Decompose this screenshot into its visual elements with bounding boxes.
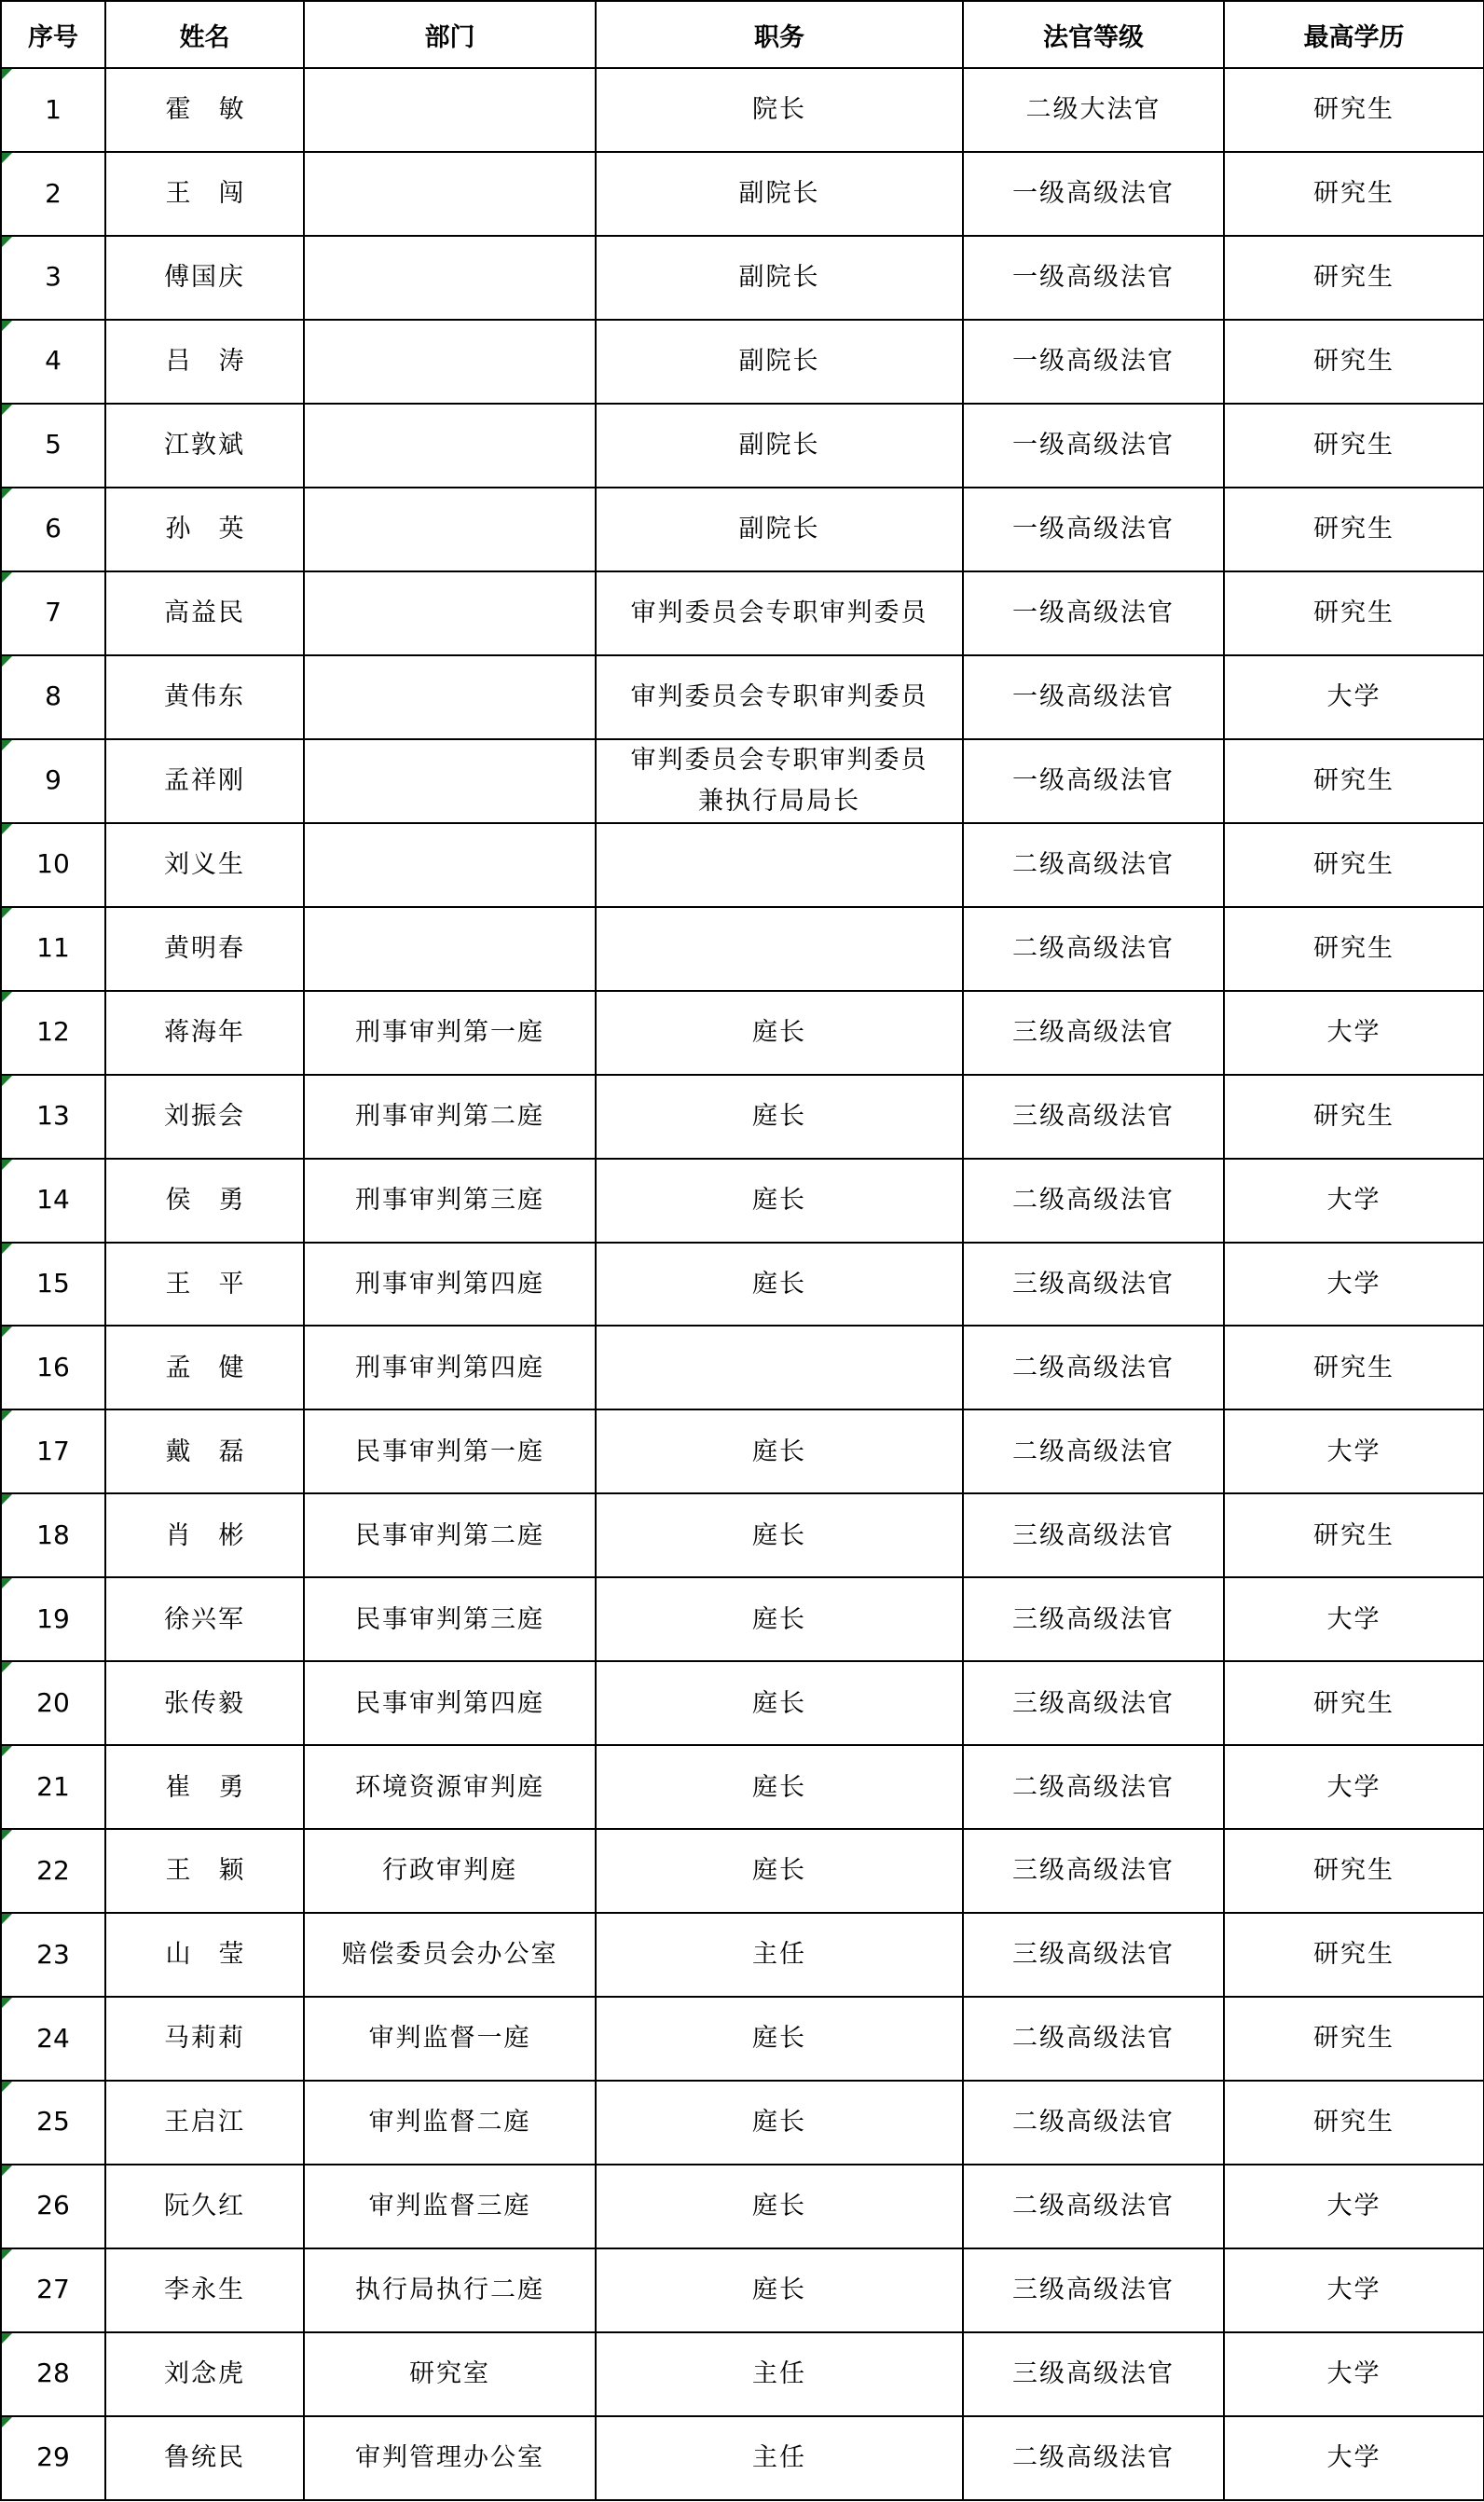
cell-position xyxy=(596,2081,963,2165)
cell-position xyxy=(596,320,963,404)
cell-index: 4 xyxy=(1,320,105,404)
cell-name: 刘义生 xyxy=(105,823,304,907)
cell-index: 9 xyxy=(1,739,105,823)
cell-index: 24 xyxy=(1,1997,105,2081)
cell-judge-grade: 一级高级法官 xyxy=(963,236,1224,320)
cell-department: 民事审判第二庭 xyxy=(304,1493,596,1577)
cell-index: 28 xyxy=(1,2332,105,2416)
cell-department xyxy=(304,236,596,320)
cell-index: 20 xyxy=(1,1661,105,1745)
cell-judge-grade: 二级高级法官 xyxy=(963,1326,1224,1409)
cell-position xyxy=(596,2416,963,2500)
cell-department: 环境资源审判庭 xyxy=(304,1745,596,1829)
table-row xyxy=(1,1745,1484,1829)
cell-judge-grade: 二级大法官 xyxy=(963,68,1224,152)
cell-position xyxy=(596,1577,963,1661)
cell-position xyxy=(596,1493,963,1577)
cell-position xyxy=(596,1997,963,2081)
cell-department xyxy=(304,655,596,739)
cell-judge-grade: 三级高级法官 xyxy=(963,1829,1224,1913)
cell-index: 8 xyxy=(1,655,105,739)
cell-judge-grade: 二级高级法官 xyxy=(963,1409,1224,1493)
cell-department: 民事审判第四庭 xyxy=(304,1661,596,1745)
cell-judge-grade: 一级高级法官 xyxy=(963,488,1224,571)
cell-judge-grade: 二级高级法官 xyxy=(963,2081,1224,2165)
cell-name: 马莉莉 xyxy=(105,1997,304,2081)
cell-education: 研究生 xyxy=(1224,152,1484,236)
cell-department: 赔偿委员会办公室 xyxy=(304,1913,596,1997)
cell-position xyxy=(596,1409,963,1493)
table-row xyxy=(1,1661,1484,1745)
table-row xyxy=(1,68,1484,152)
cell-name: 傅国庆 xyxy=(105,236,304,320)
cell-education: 大学 xyxy=(1224,655,1484,739)
position-line: 庭长 xyxy=(752,1688,806,1718)
table-row xyxy=(1,571,1484,655)
table-row xyxy=(1,2165,1484,2248)
table-row xyxy=(1,1577,1484,1661)
cell-index: 11 xyxy=(1,907,105,991)
cell-education: 研究生 xyxy=(1224,1075,1484,1159)
cell-judge-grade: 三级高级法官 xyxy=(963,991,1224,1075)
cell-position xyxy=(596,1661,963,1745)
cell-education: 研究生 xyxy=(1224,236,1484,320)
cell-department: 刑事审判第三庭 xyxy=(304,1159,596,1243)
cell-position xyxy=(596,2248,963,2332)
cell-judge-grade: 二级高级法官 xyxy=(963,907,1224,991)
cell-department: 审判管理办公室 xyxy=(304,2416,596,2500)
cell-index: 10 xyxy=(1,823,105,907)
cell-index: 3 xyxy=(1,236,105,320)
position-line: 庭长 xyxy=(752,1604,806,1634)
cell-position xyxy=(596,1075,963,1159)
cell-index: 16 xyxy=(1,1326,105,1409)
cell-department: 行政审判庭 xyxy=(304,1829,596,1913)
cell-judge-grade: 三级高级法官 xyxy=(963,1243,1224,1327)
cell-judge-grade: 三级高级法官 xyxy=(963,1493,1224,1577)
table-row xyxy=(1,152,1484,236)
cell-education: 大学 xyxy=(1224,1409,1484,1493)
header-position: 职务 xyxy=(596,1,963,68)
cell-department xyxy=(304,320,596,404)
table-row xyxy=(1,320,1484,404)
cell-education: 研究生 xyxy=(1224,1326,1484,1409)
cell-name: 阮久红 xyxy=(105,2165,304,2248)
position-line: 审判委员会专职审判委员 xyxy=(630,598,928,627)
table-row xyxy=(1,2081,1484,2165)
cell-education: 大学 xyxy=(1224,1577,1484,1661)
cell-education: 大学 xyxy=(1224,1745,1484,1829)
table-row xyxy=(1,655,1484,739)
table-row xyxy=(1,823,1484,907)
cell-position xyxy=(596,2165,963,2248)
cell-education: 大学 xyxy=(1224,1243,1484,1327)
cell-education: 大学 xyxy=(1224,1159,1484,1243)
cell-education: 大学 xyxy=(1224,2416,1484,2500)
cell-department xyxy=(304,823,596,907)
cell-education: 研究生 xyxy=(1224,404,1484,488)
cell-judge-grade: 三级高级法官 xyxy=(963,1577,1224,1661)
cell-name: 崔勇 xyxy=(105,1745,304,1829)
cell-index: 1 xyxy=(1,68,105,152)
cell-position xyxy=(596,991,963,1075)
cell-name: 黄伟东 xyxy=(105,655,304,739)
cell-education: 研究生 xyxy=(1224,571,1484,655)
cell-index: 6 xyxy=(1,488,105,571)
table-row xyxy=(1,991,1484,1075)
cell-position xyxy=(596,1829,963,1913)
cell-name: 刘念虎 xyxy=(105,2332,304,2416)
cell-position xyxy=(596,571,963,655)
position-line: 主任 xyxy=(752,2443,806,2473)
position-line: 庭长 xyxy=(752,1772,806,1802)
cell-judge-grade: 三级高级法官 xyxy=(963,1661,1224,1745)
cell-department xyxy=(304,907,596,991)
position-line: 主任 xyxy=(752,1940,806,1970)
cell-education: 大学 xyxy=(1224,2332,1484,2416)
cell-position xyxy=(596,1913,963,1997)
cell-name: 吕涛 xyxy=(105,320,304,404)
cell-index: 22 xyxy=(1,1829,105,1913)
cell-index: 15 xyxy=(1,1243,105,1327)
position-line: 庭长 xyxy=(752,1856,806,1886)
cell-name: 王颖 xyxy=(105,1829,304,1913)
table-row xyxy=(1,1997,1484,2081)
cell-department: 审判监督二庭 xyxy=(304,2081,596,2165)
table-row xyxy=(1,236,1484,320)
cell-name: 肖彬 xyxy=(105,1493,304,1577)
cell-index: 7 xyxy=(1,571,105,655)
header-name: 姓名 xyxy=(105,1,304,68)
cell-department: 刑事审判第四庭 xyxy=(304,1243,596,1327)
cell-education: 大学 xyxy=(1224,2248,1484,2332)
cell-index: 26 xyxy=(1,2165,105,2248)
cell-department: 审判监督三庭 xyxy=(304,2165,596,2248)
cell-position xyxy=(596,488,963,571)
cell-judge-grade: 三级高级法官 xyxy=(963,2332,1224,2416)
cell-index: 27 xyxy=(1,2248,105,2332)
table-row xyxy=(1,1326,1484,1409)
cell-name: 李永生 xyxy=(105,2248,304,2332)
table-row xyxy=(1,907,1484,991)
cell-name: 孟祥刚 xyxy=(105,739,304,823)
table-row xyxy=(1,2248,1484,2332)
cell-department: 刑事审判第二庭 xyxy=(304,1075,596,1159)
cell-judge-grade: 二级高级法官 xyxy=(963,1997,1224,2081)
cell-name: 王闯 xyxy=(105,152,304,236)
cell-name: 侯勇 xyxy=(105,1159,304,1243)
table-row xyxy=(1,1075,1484,1159)
cell-judge-grade: 一级高级法官 xyxy=(963,655,1224,739)
cell-judge-grade: 二级高级法官 xyxy=(963,1745,1224,1829)
cell-department: 民事审判第三庭 xyxy=(304,1577,596,1661)
cell-judge-grade: 一级高级法官 xyxy=(963,152,1224,236)
position-line: 审判委员会专职审判委员 xyxy=(630,746,928,776)
cell-index: 14 xyxy=(1,1159,105,1243)
cell-name: 王启江 xyxy=(105,2081,304,2165)
cell-name: 孟健 xyxy=(105,1326,304,1409)
cell-education: 研究生 xyxy=(1224,1997,1484,2081)
cell-name: 高益民 xyxy=(105,571,304,655)
cell-judge-grade: 二级高级法官 xyxy=(963,1159,1224,1243)
cell-name: 山莹 xyxy=(105,1913,304,1997)
cell-department xyxy=(304,152,596,236)
table-row xyxy=(1,1829,1484,1913)
cell-name: 徐兴军 xyxy=(105,1577,304,1661)
cell-education: 研究生 xyxy=(1224,823,1484,907)
cell-position xyxy=(596,404,963,488)
cell-education: 研究生 xyxy=(1224,1829,1484,1913)
position-line: 庭长 xyxy=(752,2024,806,2054)
position-line: 庭长 xyxy=(752,1018,806,1048)
table-row xyxy=(1,1913,1484,1997)
cell-name: 江敦斌 xyxy=(105,404,304,488)
header-education: 最高学历 xyxy=(1224,1,1484,68)
cell-position xyxy=(596,1159,963,1243)
table-row xyxy=(1,1243,1484,1327)
cell-department: 执行局执行二庭 xyxy=(304,2248,596,2332)
cell-department xyxy=(304,571,596,655)
position-line: 庭长 xyxy=(752,2192,806,2221)
cell-education: 大学 xyxy=(1224,2165,1484,2248)
position-line: 庭长 xyxy=(752,2108,806,2138)
cell-education: 研究生 xyxy=(1224,1661,1484,1745)
header-row xyxy=(1,1,1484,68)
cell-name: 刘振会 xyxy=(105,1075,304,1159)
cell-judge-grade: 三级高级法官 xyxy=(963,1075,1224,1159)
position-line: 审判委员会专职审判委员 xyxy=(630,681,928,711)
cell-education: 研究生 xyxy=(1224,1913,1484,1997)
header-department: 部门 xyxy=(304,1,596,68)
cell-position xyxy=(596,1243,963,1327)
cell-index: 25 xyxy=(1,2081,105,2165)
cell-education: 研究生 xyxy=(1224,320,1484,404)
cell-education: 研究生 xyxy=(1224,1493,1484,1577)
header-judge-grade: 法官等级 xyxy=(963,1,1224,68)
cell-judge-grade: 三级高级法官 xyxy=(963,1913,1224,1997)
cell-position xyxy=(596,739,963,823)
table-row xyxy=(1,2416,1484,2500)
header-index: 序号 xyxy=(1,1,105,68)
table-row xyxy=(1,404,1484,488)
cell-name: 蒋海年 xyxy=(105,991,304,1075)
cell-judge-grade: 一级高级法官 xyxy=(963,571,1224,655)
position-line: 副院长 xyxy=(738,515,820,544)
position-line: 主任 xyxy=(752,2359,806,2389)
cell-education: 研究生 xyxy=(1224,2081,1484,2165)
cell-name: 戴磊 xyxy=(105,1409,304,1493)
cell-position xyxy=(596,655,963,739)
position-line: 庭长 xyxy=(752,1185,806,1215)
cell-name: 王平 xyxy=(105,1243,304,1327)
cell-name: 黄明春 xyxy=(105,907,304,991)
position-line: 兼执行局局长 xyxy=(698,786,860,816)
position-line: 庭长 xyxy=(752,1102,806,1132)
position-line: 庭长 xyxy=(752,1437,806,1466)
cell-name: 孙英 xyxy=(105,488,304,571)
cell-department: 刑事审判第一庭 xyxy=(304,991,596,1075)
cell-department: 研究室 xyxy=(304,2332,596,2416)
cell-department xyxy=(304,404,596,488)
cell-education: 研究生 xyxy=(1224,907,1484,991)
cell-judge-grade: 一级高级法官 xyxy=(963,404,1224,488)
cell-position xyxy=(596,1326,963,1409)
cell-index: 23 xyxy=(1,1913,105,1997)
position-line: 庭长 xyxy=(752,1269,806,1299)
cell-department: 民事审判第一庭 xyxy=(304,1409,596,1493)
cell-position xyxy=(596,1745,963,1829)
cell-education: 研究生 xyxy=(1224,739,1484,823)
position-line: 副院长 xyxy=(738,179,820,209)
cell-department: 审判监督一庭 xyxy=(304,1997,596,2081)
cell-index: 13 xyxy=(1,1075,105,1159)
table-row xyxy=(1,2332,1484,2416)
cell-index: 2 xyxy=(1,152,105,236)
cell-index: 19 xyxy=(1,1577,105,1661)
position-line: 院长 xyxy=(752,95,806,125)
cell-position xyxy=(596,152,963,236)
cell-judge-grade: 三级高级法官 xyxy=(963,2248,1224,2332)
table-row xyxy=(1,1409,1484,1493)
cell-position xyxy=(596,823,963,907)
table-row xyxy=(1,1493,1484,1577)
cell-judge-grade: 二级高级法官 xyxy=(963,2165,1224,2248)
cell-name: 霍敏 xyxy=(105,68,304,152)
cell-index: 12 xyxy=(1,991,105,1075)
cell-index: 17 xyxy=(1,1409,105,1493)
cell-education: 研究生 xyxy=(1224,68,1484,152)
position-line: 庭长 xyxy=(752,1520,806,1550)
cell-department xyxy=(304,68,596,152)
cell-department: 刑事审判第四庭 xyxy=(304,1326,596,1409)
cell-position xyxy=(596,236,963,320)
cell-index: 29 xyxy=(1,2416,105,2500)
cell-index: 5 xyxy=(1,404,105,488)
cell-department xyxy=(304,739,596,823)
cell-judge-grade: 二级高级法官 xyxy=(963,2416,1224,2500)
table-row xyxy=(1,488,1484,571)
table-row xyxy=(1,1159,1484,1243)
cell-name: 张传毅 xyxy=(105,1661,304,1745)
cell-education: 研究生 xyxy=(1224,488,1484,571)
cell-position xyxy=(596,907,963,991)
cell-department xyxy=(304,488,596,571)
cell-name: 鲁统民 xyxy=(105,2416,304,2500)
position-line: 庭长 xyxy=(752,2275,806,2305)
cell-education: 大学 xyxy=(1224,991,1484,1075)
cell-position xyxy=(596,68,963,152)
cell-judge-grade: 一级高级法官 xyxy=(963,320,1224,404)
cell-position xyxy=(596,2332,963,2416)
position-line: 副院长 xyxy=(738,263,820,293)
cell-judge-grade: 一级高级法官 xyxy=(963,739,1224,823)
position-line: 副院长 xyxy=(738,431,820,461)
cell-judge-grade: 二级高级法官 xyxy=(963,823,1224,907)
table-row xyxy=(1,739,1484,823)
cell-index: 18 xyxy=(1,1493,105,1577)
position-line: 副院长 xyxy=(738,347,820,377)
cell-index: 21 xyxy=(1,1745,105,1829)
